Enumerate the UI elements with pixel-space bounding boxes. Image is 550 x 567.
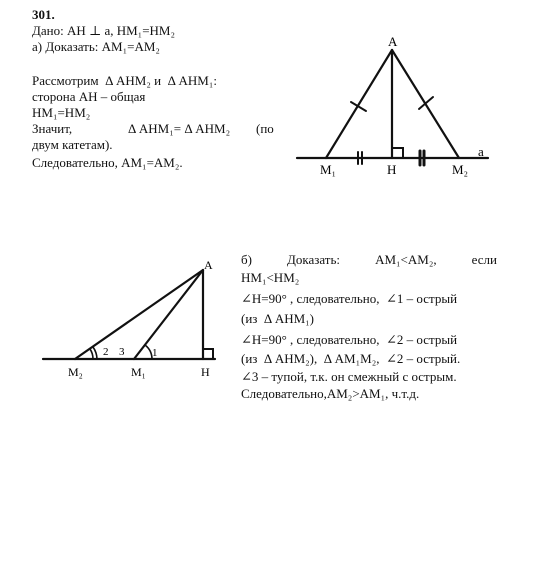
label-A2: A: [204, 258, 213, 272]
label-angle-3: 3: [119, 346, 125, 358]
if-label: если: [471, 252, 497, 267]
angle2-source: (из Δ AHM₂), Δ AM₁M₂, ∠2 – острый.: [241, 351, 461, 366]
angle3-line: ∠3 – тупой, т.к. он смежный с острым.: [241, 369, 457, 384]
angle1-source: (из Δ AHM₁): [241, 311, 315, 326]
side-AM1-fig2: [134, 270, 203, 359]
label-angle-2: 2: [103, 346, 109, 358]
figure-isosceles: [297, 50, 488, 165]
angle2-line: ∠H=90° , следовательно, ∠2 – острый: [241, 332, 458, 347]
label-H-fig1: H: [387, 162, 397, 177]
side-AM2-fig2: [75, 270, 203, 359]
prove-text-a: а) Доказать: AM₁=AM₂: [32, 39, 160, 54]
label-M1-fig1: M₁: [320, 162, 337, 177]
label-M2-fig1: M₂: [452, 162, 469, 177]
triangles-equal: Δ AHM₁= Δ AHM₂: [128, 121, 231, 136]
right-angle-mark: [392, 148, 403, 158]
angle-1-arc: [145, 345, 152, 359]
right-angle-mark-fig2: [203, 349, 213, 359]
angle-2-arc-inner: [90, 349, 93, 359]
given-text: Дано: AH ⊥ a, HM₁=HM₂: [32, 23, 176, 38]
side-AM1: [326, 50, 392, 158]
therefore-by: (по: [256, 121, 274, 136]
equal-legs: HM₁=HM₂: [32, 105, 91, 120]
therefore-label: Значит,: [32, 121, 73, 136]
conclusion-a: Следовательно, AM₁=AM₂.: [32, 155, 183, 170]
consider-triangles: Рассмотрим Δ AHM₂ и Δ AHM₁:: [32, 73, 217, 88]
label-angle-1: 1: [152, 347, 158, 359]
label-M2-fig2: M₂: [68, 365, 83, 379]
condition-b: HM₁<HM₂: [241, 270, 300, 285]
label-line-a: a: [478, 144, 484, 159]
by-two-legs: двум катетам).: [32, 137, 113, 152]
figure-oblique: [43, 270, 215, 359]
angle1-line: ∠H=90° , следовательно, ∠1 – острый: [241, 291, 458, 306]
conclusion-b: Следовательно,AM₂>AM₁, ч.т.д.: [241, 386, 420, 401]
prove-label-b: Доказать:: [286, 252, 341, 267]
problem-number: 301.: [32, 7, 55, 22]
label-M1-fig2: M₁: [131, 365, 146, 379]
label-H-fig2: H: [201, 365, 210, 379]
claim-b: AM₁<AM₂,: [375, 252, 437, 267]
part-b-label: б): [241, 252, 252, 267]
label-A1: A: [388, 34, 398, 49]
common-side: сторона AH – общая: [32, 89, 146, 104]
